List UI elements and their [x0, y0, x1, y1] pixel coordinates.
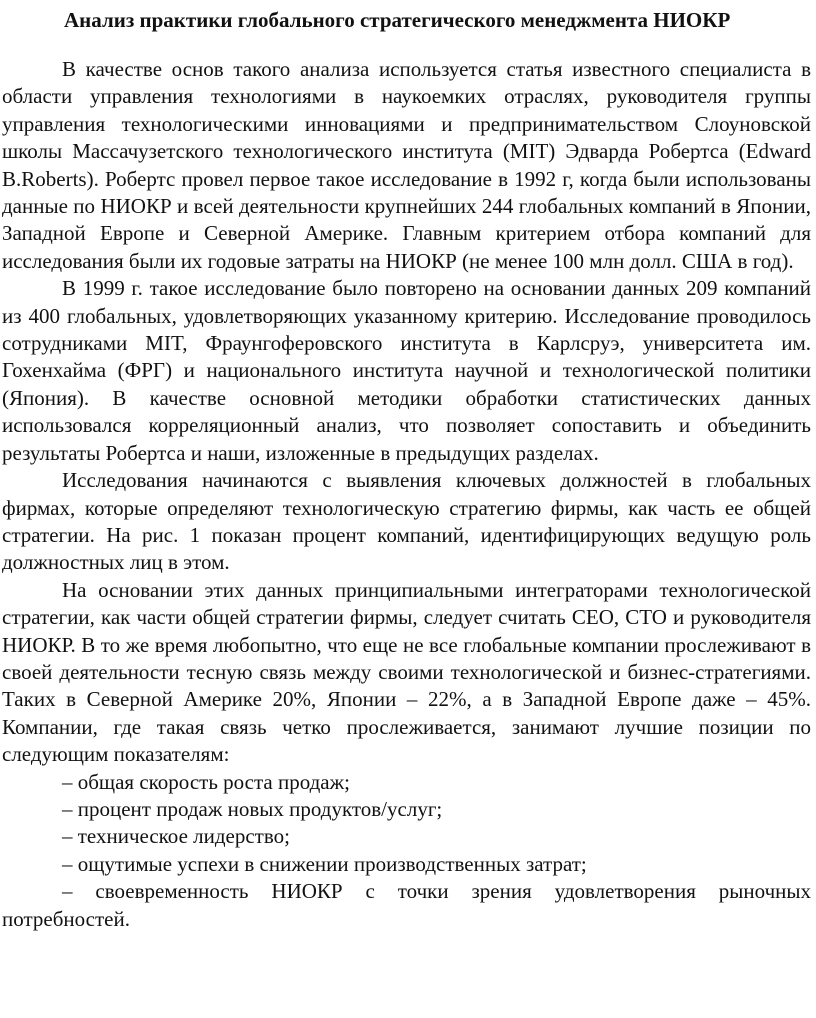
paragraph-integrators: На основании этих данных принципиальными интеграторами технологической стратегии, как части общей стратегии фирмы, следует считать СЕО, СТО и руководителя НИОКР. В то же время любопытно, что еще не все глобальные компании прослеживают в своей деятельности тесную связь между своими технологической и бизнес-стратегиями. Таких в Северной Америке 20%, Японии – 22%, а в Западной Европе даже – 45%. Компании, где такая связь четко прослеживается, занимают лучшие позиции по следующим показателям: — [2, 577, 811, 767]
list-item: – процент продаж новых продуктов/услуг; — [62, 796, 443, 821]
list-item: – техническое лидерство; — [62, 824, 290, 849]
list-item: – ощутимые успехи в снижении производственных затрат; — [62, 851, 587, 876]
paragraph-intro: В качестве основ такого анализа используется статья известного специалиста в области управления технологиями в наукоемких отраслях, руководителя группы управления технологическими инновациями и предпринимательством Слоуновской школы Массачузетского технологического института (МIT) Эдварда Робертса (Edward B.Roberts). Робертс провел первое такое исследование в 1992 г, когда были использованы данные по НИОКР и всей деятельности крупнейших 244 глобальных компаний в Японии, Западной Европе и Северной Америке. Главным критерием отбора компаний для исследования были их годовые затраты на НИОКР (не менее 100 млн долл. США в год). — [2, 57, 811, 273]
paragraph-1999-study: В 1999 г. такое исследование было повторено на основании данных 209 компаний из 400 глобальных, удовлетворяющих указанному критерию. Исследование проводилось сотрудниками МIT, Фраунгоферовского института в Карлсруэ, университета им. Гохенхайма (ФРГ) и национального института научной и технологической политики (Япония). В качестве основной методики обработки статистических данных использовался корреляционный анализ, что позволяет сопоставить и объединить результаты Робертса и наши, изложенные в предыдущих разделах. — [2, 276, 811, 465]
list-item: – своевременность НИОКР с точки зрения удовлетворения рыночных потребностей. — [2, 879, 811, 931]
indicators-list — [2, 769, 811, 933]
list-item: – общая скорость роста продаж; — [62, 769, 350, 794]
document-title: Анализ практики глобального стратегического менеджмента НИОКР — [64, 8, 731, 32]
paragraph-key-positions: Исследования начинаются с выявления ключевых должностей в глобальных фирмах, которые определяют технологическую стратегию фирмы, как часть ее общей стратегии. На рис. 1 показан процент компаний, идентифицирующих ведущую роль должностных лиц в этом. — [2, 468, 811, 575]
